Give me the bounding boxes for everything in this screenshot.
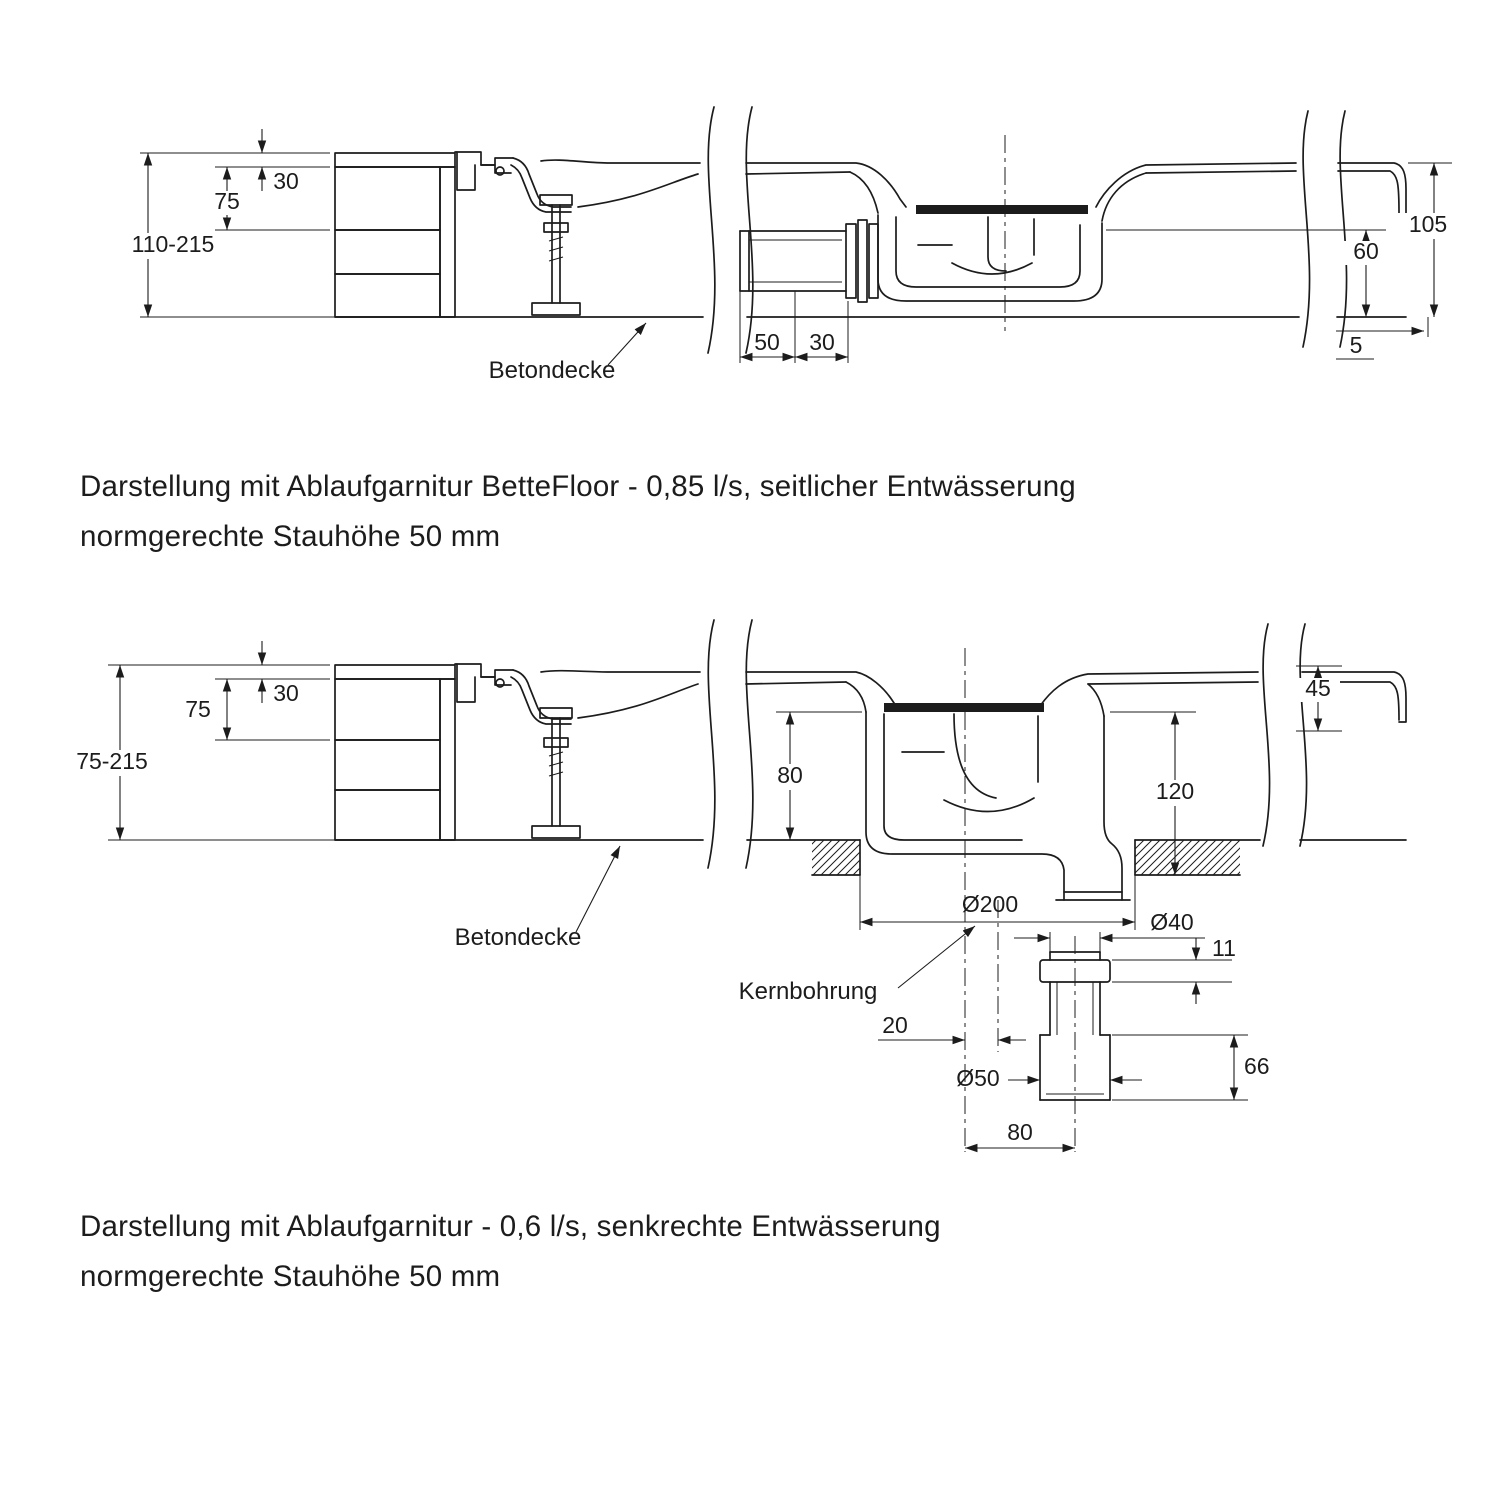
support-foot xyxy=(532,195,580,315)
wall-section xyxy=(335,665,455,840)
dim-11: 11 xyxy=(1212,935,1236,961)
caption-line: Darstellung mit Ablaufgarnitur BetteFloor - 0,85 l/s, seitlicher Entwässerung xyxy=(80,470,1076,503)
wall-section xyxy=(335,153,455,317)
dim-45: 45 xyxy=(1305,675,1331,701)
dim-75-215: 75-215 xyxy=(76,748,148,774)
caption-line: normgerechte Stauhöhe 50 mm xyxy=(80,1260,501,1293)
diagram-vertical-drainage xyxy=(0,600,1500,1160)
break-lines xyxy=(708,620,1307,868)
drain-cover xyxy=(884,703,1044,712)
dim-40: Ø40 xyxy=(1150,909,1194,935)
dim-60: 60 xyxy=(1353,238,1379,264)
drain-body xyxy=(878,215,1102,301)
dimension-offset-20 xyxy=(878,1012,1026,1040)
dimension-core-hole xyxy=(860,875,1135,930)
dim-30: 30 xyxy=(273,168,299,194)
dimension-pipe-66 xyxy=(1112,1035,1270,1100)
dimension-flange-11 xyxy=(1112,935,1236,1004)
drain-pipe-horizontal xyxy=(740,220,878,302)
dim-120: 120 xyxy=(1155,778,1195,804)
dimension-left-group xyxy=(74,641,335,840)
caption-vertical-drainage xyxy=(80,1202,941,1302)
dim-20: 20 xyxy=(882,1012,908,1038)
caption-side-drainage xyxy=(80,462,1076,562)
kernbohrung-callout xyxy=(739,926,975,1005)
dim-66: 66 xyxy=(1244,1053,1270,1079)
label-betondecke: Betondecke xyxy=(488,357,616,384)
dim-110-215: 110-215 xyxy=(131,231,215,257)
drain-cover xyxy=(916,205,1088,214)
dim-30-offset: 30 xyxy=(809,329,835,355)
dimension-drain-height xyxy=(770,712,862,840)
betondecke-callout xyxy=(489,323,646,384)
dim-75: 75 xyxy=(214,188,240,214)
dim-80: 80 xyxy=(777,762,803,788)
tray-edge-profile xyxy=(455,664,571,724)
drain-body xyxy=(866,712,1130,900)
dimension-offset-80 xyxy=(965,1119,1075,1148)
dimension-left-group xyxy=(132,129,335,317)
label-kernbohrung: Kernbohrung xyxy=(738,978,878,1005)
caption-line: Darstellung mit Ablaufgarnitur - 0,6 l/s, senkrechte Entwässerung xyxy=(80,1210,941,1243)
shower-tray-surface xyxy=(541,160,1406,221)
dim-50: 50 xyxy=(754,329,780,355)
dim-75: 75 xyxy=(185,696,211,722)
label-betondecke: Betondecke xyxy=(454,924,582,951)
dimension-pipe-group xyxy=(740,291,848,363)
dimension-pipe-d40 xyxy=(1014,909,1205,952)
dimension-right-group xyxy=(1106,163,1460,359)
dim-80-offset: 80 xyxy=(1007,1119,1033,1145)
dim-105: 105 xyxy=(1408,211,1448,237)
caption-line: normgerechte Stauhöhe 50 mm xyxy=(80,520,501,553)
dimension-pipe-d50 xyxy=(956,1065,1142,1091)
shower-tray-surface xyxy=(541,671,1406,722)
dim-200: Ø200 xyxy=(961,891,1019,917)
diagram-side-drainage xyxy=(0,95,1500,435)
dim-30: 30 xyxy=(273,680,299,706)
dim-50: Ø50 xyxy=(956,1065,1000,1091)
dim-5: 5 xyxy=(1349,332,1363,358)
support-foot xyxy=(532,708,580,838)
betondecke-callout xyxy=(455,846,620,951)
